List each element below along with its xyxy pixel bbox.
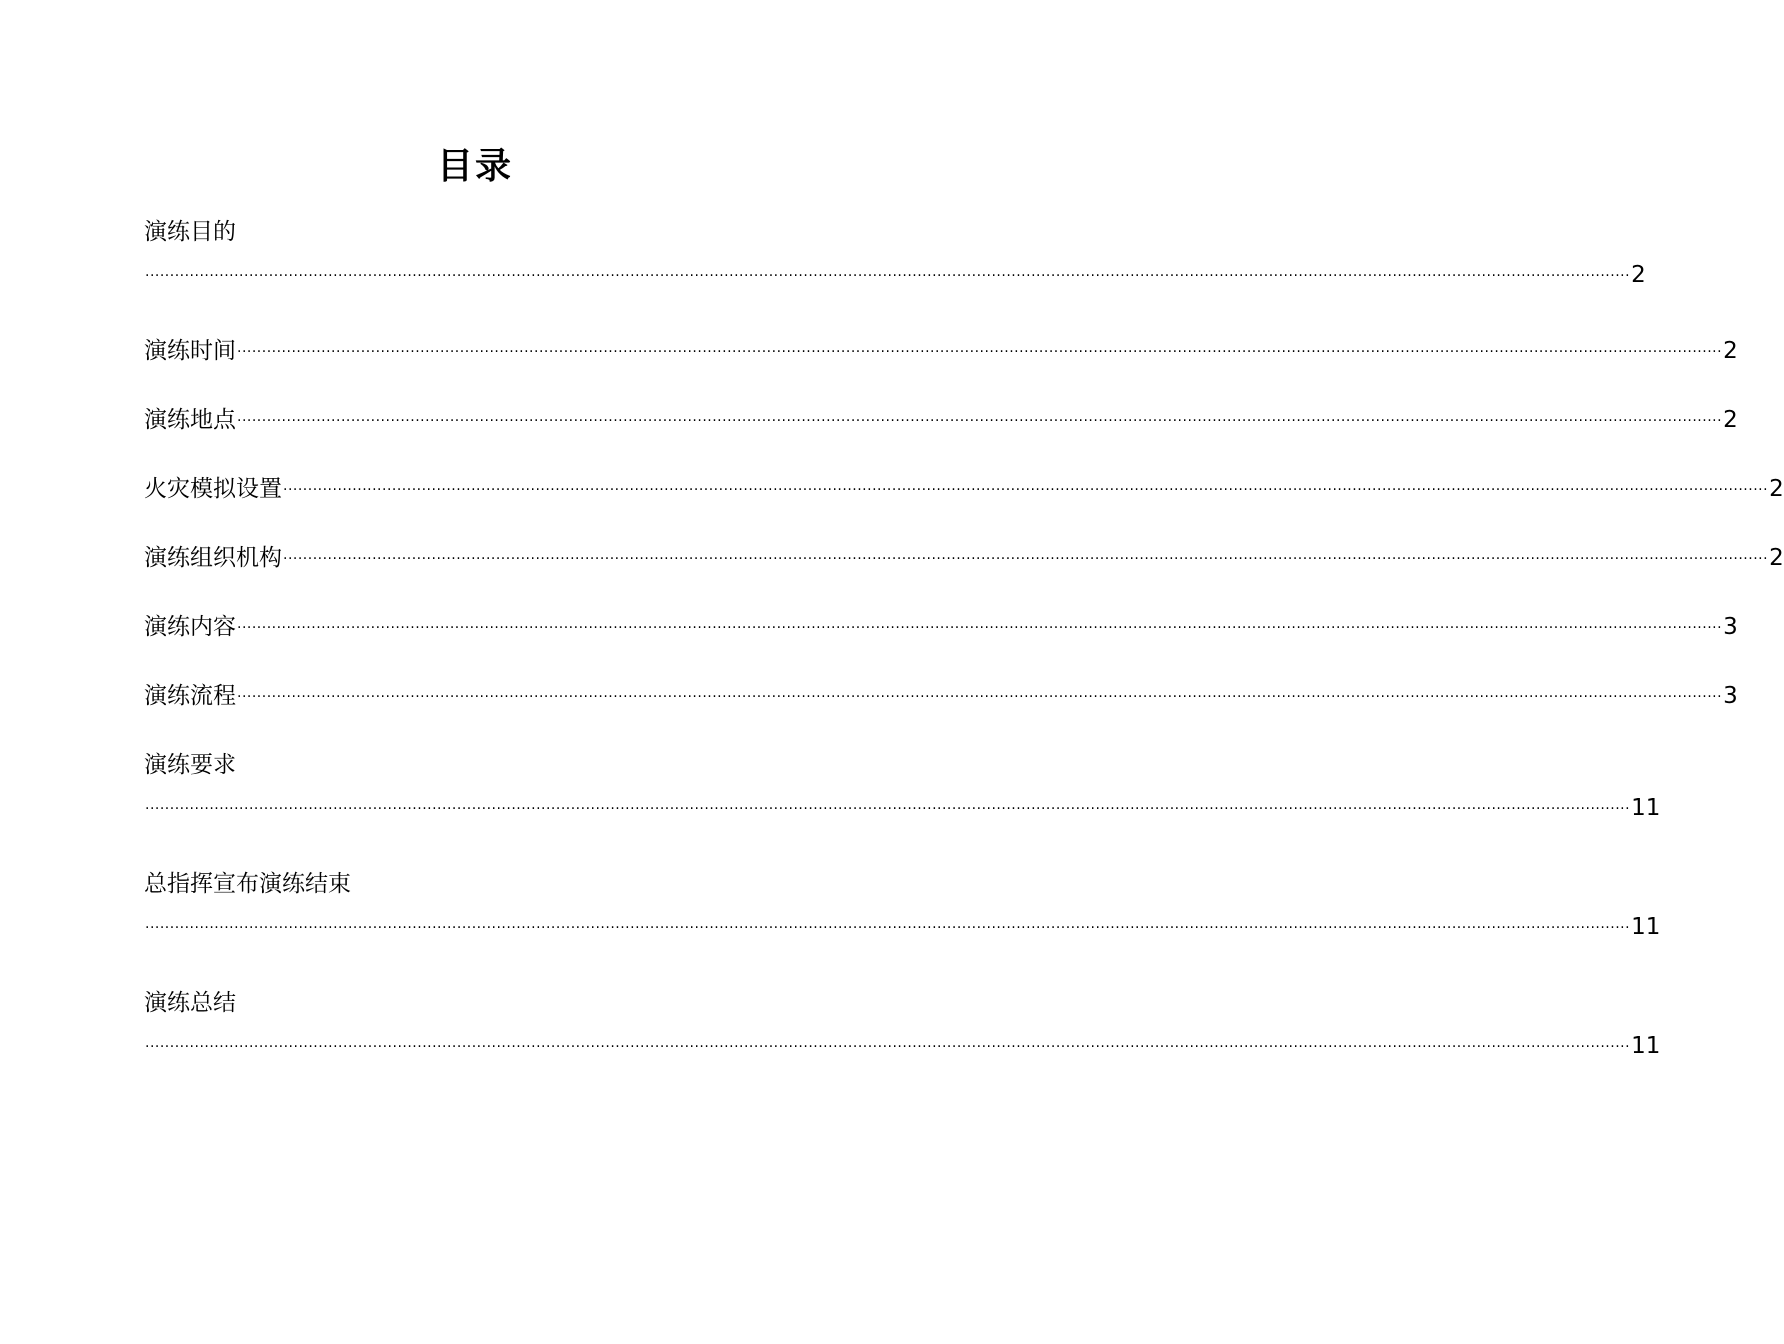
toc-entry-page: 3: [1723, 614, 1738, 640]
toc-entry-label: 火灾模拟设置: [144, 476, 282, 502]
dot-leader: ············································································································································································································································································································: [145, 268, 1631, 284]
toc-entry-label: 演练地点: [144, 407, 236, 433]
dot-leader: ············································································································································································································································································································: [237, 344, 1723, 360]
toc-entry[interactable]: [144, 608, 1738, 641]
toc-entry[interactable]: [144, 401, 1738, 434]
toc-entry-leader-line[interactable]: [144, 262, 1646, 288]
toc-entry-label[interactable]: 演练总结: [144, 990, 236, 1016]
toc-entry[interactable]: [144, 539, 1784, 572]
toc-entry-label[interactable]: 演练目的: [144, 219, 236, 245]
toc-entry-page: 11: [1631, 914, 1661, 940]
dot-leader: ············································································································································································································································································································: [145, 1039, 1631, 1055]
toc-entry-label: 演练内容: [144, 614, 236, 640]
toc-entry-page: 11: [1631, 1033, 1661, 1059]
toc-entry-page: 3: [1723, 683, 1738, 709]
toc-title: 目录: [436, 146, 513, 187]
dot-leader: ············································································································································································································································································································: [237, 689, 1723, 705]
toc-entry-label: 演练流程: [144, 683, 236, 709]
toc-entry-label: 演练组织机构: [144, 545, 282, 571]
dot-leader: ············································································································································································································································································································: [283, 551, 1769, 567]
toc-entry-page: 2: [1631, 262, 1646, 288]
toc-entry-leader-line[interactable]: [144, 795, 1661, 821]
dot-leader: ············································································································································································································································································································: [237, 620, 1723, 636]
toc-entry-page: 2: [1723, 338, 1738, 364]
toc-entry-label[interactable]: 演练要求: [144, 752, 236, 778]
dot-leader: ············································································································································································································································································································: [283, 482, 1769, 498]
dot-leader: ············································································································································································································································································································: [145, 920, 1631, 936]
toc-entry[interactable]: [144, 332, 1738, 365]
toc-entry-leader-line[interactable]: [144, 914, 1661, 940]
toc-entry-leader-line[interactable]: [144, 1033, 1661, 1059]
dot-leader: ············································································································································································································································································································: [237, 413, 1723, 429]
toc-entry-page: 2: [1723, 407, 1738, 433]
dot-leader: ············································································································································································································································································································: [145, 801, 1631, 817]
toc-entry[interactable]: [144, 470, 1784, 503]
toc-entry-label[interactable]: 总指挥宣布演练结束: [144, 871, 351, 897]
toc-entry-label: 演练时间: [144, 338, 236, 364]
toc-entry-page: 11: [1631, 795, 1661, 821]
toc-entry-page: 2: [1769, 476, 1784, 502]
toc-entry[interactable]: [144, 677, 1738, 710]
toc-entry-page: 2: [1769, 545, 1784, 571]
